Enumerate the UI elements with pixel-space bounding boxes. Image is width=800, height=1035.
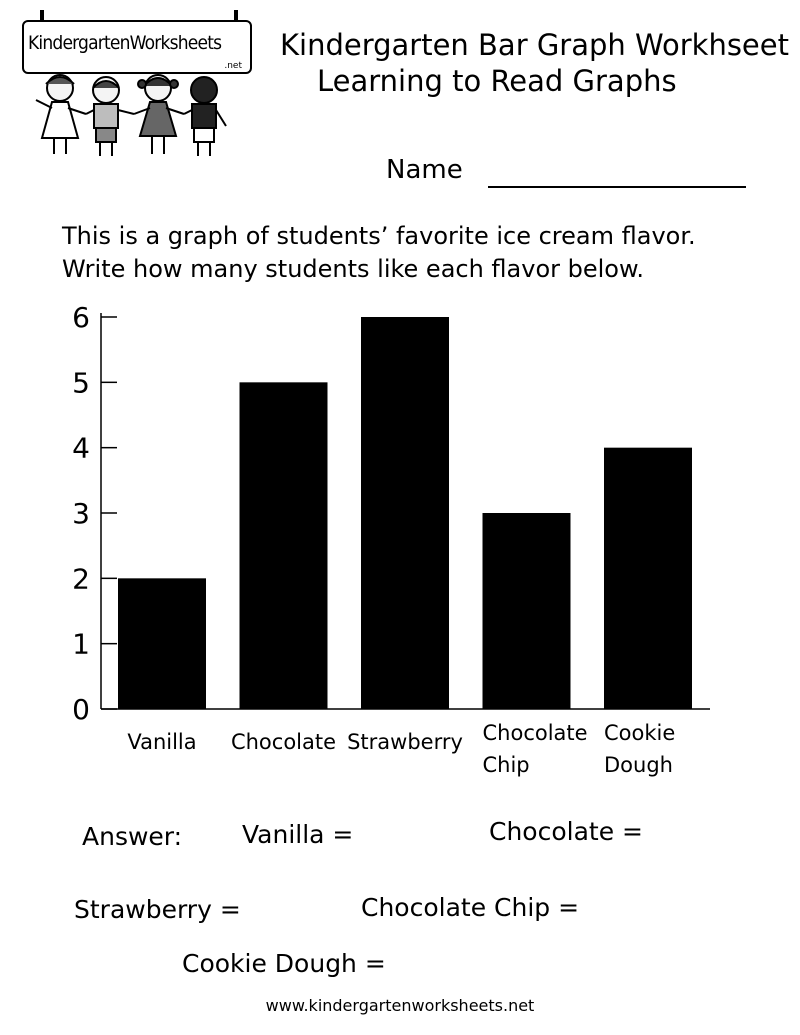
kids-holding-hands-icon [14, 70, 254, 162]
y-tick-label-2: 2 [72, 562, 90, 596]
y-tick-label-4: 4 [72, 431, 90, 465]
name-label: Name [386, 155, 463, 185]
y-tick-label-0: 0 [72, 693, 90, 726]
bars-layer [118, 317, 692, 709]
worksheet-subtitle: Learning to Read Graphs [317, 64, 677, 98]
site-logo [14, 10, 254, 160]
bar-4 [604, 448, 692, 709]
x-label-1-line-0: Chocolate [230, 730, 337, 754]
answer-label: Answer: [82, 822, 183, 851]
answer-cookie-dough: Cookie Dough = [182, 949, 386, 978]
x-label-2-line-0: Strawberry [347, 730, 463, 754]
y-ticks-layer [72, 301, 117, 726]
answer-chocolate-chip: Chocolate Chip = [361, 893, 580, 922]
instruction-line-2: Write how many students like each flavor below. [62, 255, 645, 283]
answer-chocolate: Chocolate = [489, 817, 643, 846]
logo-sign [22, 20, 252, 74]
name-write-line[interactable] [488, 186, 746, 188]
answer-strawberry: Strawberry = [74, 895, 241, 924]
bar-0 [118, 578, 206, 709]
y-tick-label-5: 5 [72, 366, 90, 400]
instruction-line-1: This is a graph of students’ favorite ice cream flavor. [62, 222, 696, 250]
x-label-4-line-1: Dough [604, 753, 673, 777]
y-tick-label-1: 1 [72, 627, 90, 661]
bar-1 [240, 382, 328, 709]
y-tick-label-6: 6 [72, 301, 90, 334]
logo-text: KindergartenWorksheets [28, 32, 222, 54]
bar-2 [361, 317, 449, 709]
bar-3 [483, 513, 571, 709]
x-label-3-line-1: Chip [482, 753, 530, 777]
x-labels-layer [127, 721, 675, 777]
footer-url: www.kindergartenworksheets.net [265, 996, 535, 1015]
answer-vanilla: Vanilla = [242, 820, 354, 849]
x-label-3-line-0: Chocolate [482, 721, 588, 745]
x-label-0-line-0: Vanilla [127, 730, 197, 754]
y-tick-label-3: 3 [72, 497, 90, 530]
ice-cream-bar-chart [0, 295, 800, 795]
logo-suffix: .net [224, 61, 242, 71]
worksheet-title: Kindergarten Bar Graph Workhseet [280, 28, 789, 62]
x-label-4-line-0: Cookie [604, 721, 676, 745]
